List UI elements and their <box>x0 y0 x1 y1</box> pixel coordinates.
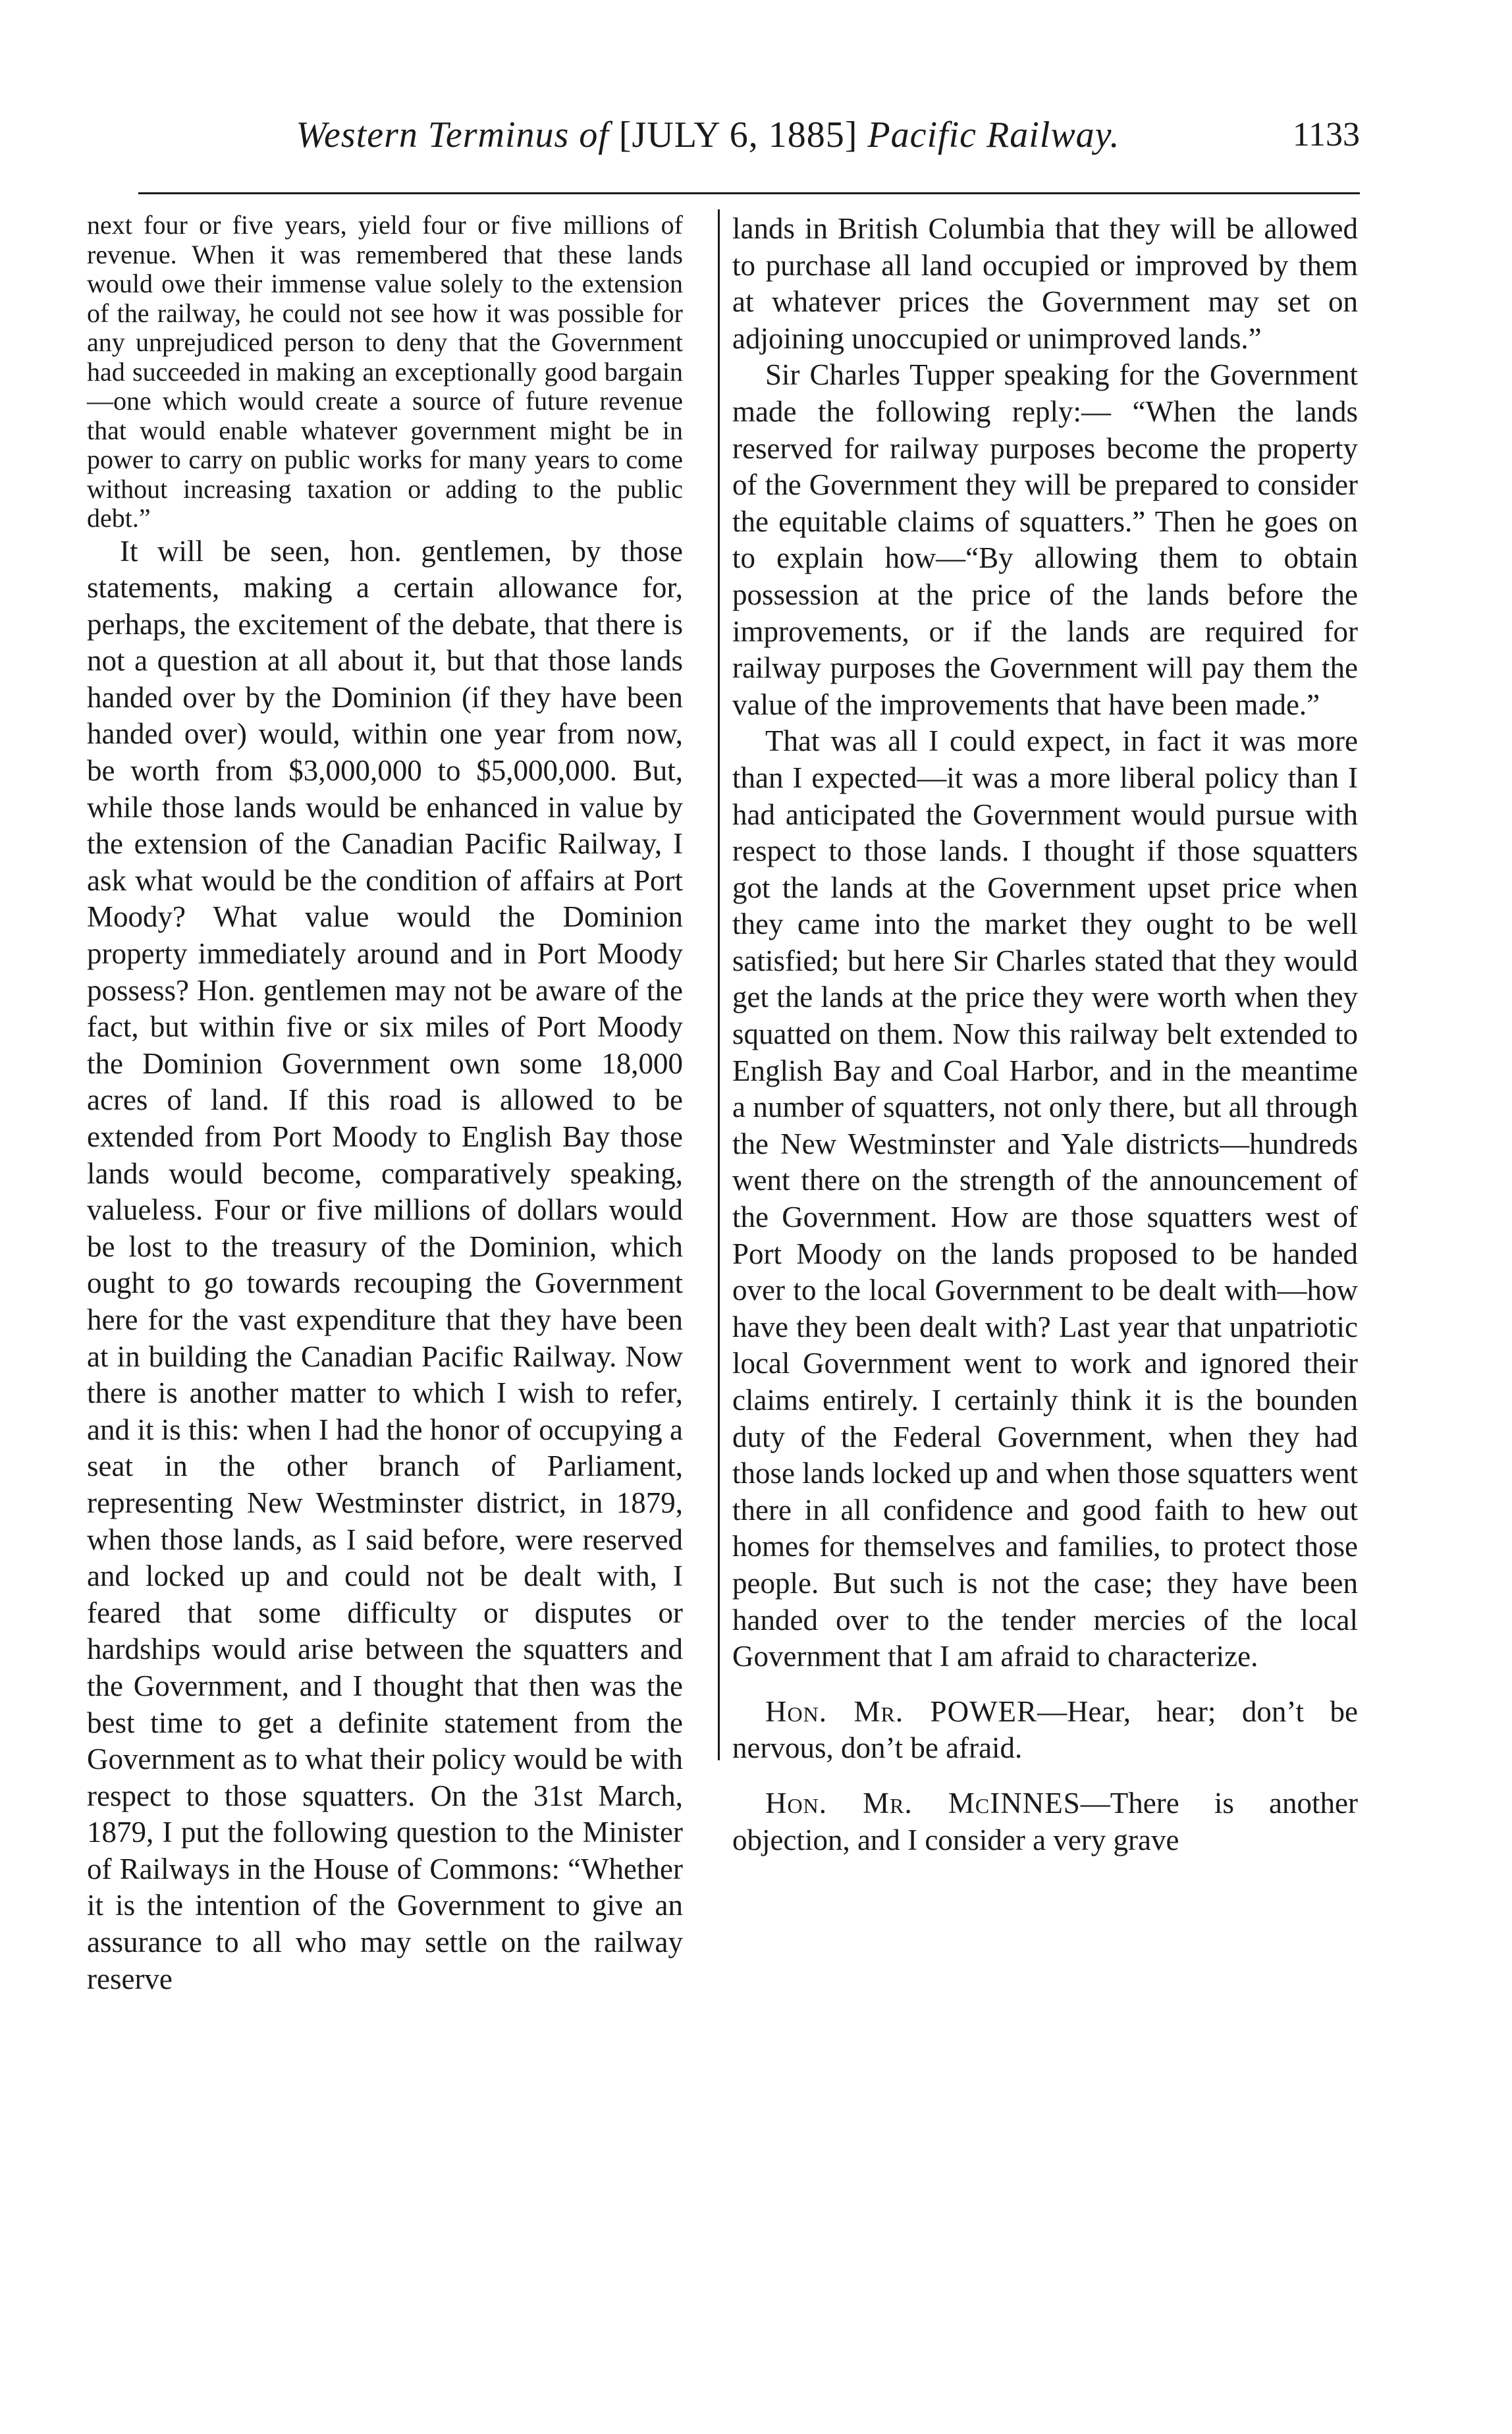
speech-power <box>732 1694 1358 1767</box>
running-head-title-part2: Pacific Railway. <box>867 115 1120 155</box>
speaker-name: Hon. Mr. McINNES <box>765 1786 1081 1820</box>
spacer <box>732 1767 1358 1785</box>
right-column <box>732 211 1358 1858</box>
paragraph: lands in British Columbia that they will be allowed to purchase all land occupied or improved by them at whatever prices the Government may set on adjoining unoccupied or unimproved lands.” <box>732 212 1358 355</box>
header-rule <box>138 192 1360 194</box>
paragraph: That was all I could expect, in fact it was more than I expected—it was a more liberal policy than I had anticipated the Government would pursue with respect to those lands. I thought if those squatters got the lands at the Government upset price when they came into the market they ought to be well satisfied; but here Sir Charles stated that they would get the lands at the price they were worth when they squatted on them. Now this railway belt extended to English Bay and Coal Harbor, and in the meantime a number of squatters, not only there, but all through the New Westminster and Yale districts—hundreds went there on the strength of the announcement of the Government. How are those squatters west of Port Moody on the lands proposed to be handed over to the local Government to be dealt with—how have they been dealt with? Last year that unpatriotic local Government went to work and ignored their claims entirely. I certainly think it is the bounden duty of the Federal Government, when they had those lands locked up and when those squatters went there in all confidence and good faith to hew out homes for themselves and families, to protect those people. But such is not the case; they have been handed over to the tender mercies of the local Government that I am afraid to characterize. <box>732 724 1358 1673</box>
page-number: 1133 <box>1292 116 1360 153</box>
speech-mcinnes <box>732 1785 1358 1858</box>
running-head-date: [JULY 6, 1885] <box>618 115 858 155</box>
running-head <box>135 105 1281 165</box>
speech-text: —There is another objection, and I consider a very grave <box>732 1786 1358 1856</box>
running-head-title-part1: Western Terminus of <box>296 115 609 155</box>
paragraph: It will be seen, hon. gentlemen, by those statements, making a certain allowance for, perhaps, the excitement of the debate, that there is not a question at all about it, but that those lands handed over by the Dominion (if they have been handed over) would, within one year from now, be worth from $3,000,000 to $5,000,000. But, while those lands would be enhanced in value by the extension of the Canadian Pacific Railway, I ask what would be the condition of affairs at Port Moody? What value would the Dominion property immediately around and in Port Moody possess? Hon. gentlemen may not be aware of the fact, but within five or six miles of Port Moody the Dominion Government own some 18,000 acres of land. If this road is allowed to be extended from Port Moody to English Bay those lands would become, comparatively speaking, valueless. Four or five millions of dollars would be lost to the treasury of the Dominion, which ought to go towards recouping the Government here for the vast expenditure that they have been at in building the Canadian Pacific Railway. Now there is another matter to which I wish to refer, and it is this: when I had the honor of occupying a seat in the other branch of Parliament, representing New Westminster district, in 1879, when those lands, as I said before, were reserved and locked up and could not be dealt with, I feared that some difficulty or disputes or hardships would arise between the squatters and the Government, and I thought that then was the best time to get a definite statement from the Government as to what their policy would be with respect to those squatters. On the 31st March, 1879, I put the following question to the Minister of Railways in the House of Commons: “Whether it is the intention of the Government to give an assurance to all who may settle on the railway reserve <box>87 534 683 1995</box>
speech-text: —Hear, hear; don’t be nervous, don’t be afraid. <box>732 1694 1358 1765</box>
quoted-passage: next four or five years, yield four or five millions of revenue. When it was remembered that these lands would owe their immense value solely to the extension of the railway, he could not see how it was possible for any unprejudiced person to deny that the Government had succeeded in making an exceptionally good bargain—one which would create a source of future revenue that would enable whatever government might be in power to carry on public works for many years to come without increasing taxation or adding to the public debt.” <box>87 210 683 533</box>
column-divider <box>718 209 720 1760</box>
spacer <box>732 1675 1358 1694</box>
left-column <box>87 211 683 1997</box>
paragraph: Sir Charles Tupper speaking for the Government made the following reply:— “When the lands reserved for railway purposes become the property of the Government they will be prepared to consider the equitable claims of squatters.” Then he goes on to explain how—“By allowing them to obtain possession at the price of the lands before the improvements, or if the lands are required for railway purposes the Government will pay them the value of the improvements that have been made.” <box>732 358 1358 721</box>
speaker-name: Hon. Mr. POWER <box>765 1694 1038 1728</box>
page-header <box>135 105 1360 165</box>
